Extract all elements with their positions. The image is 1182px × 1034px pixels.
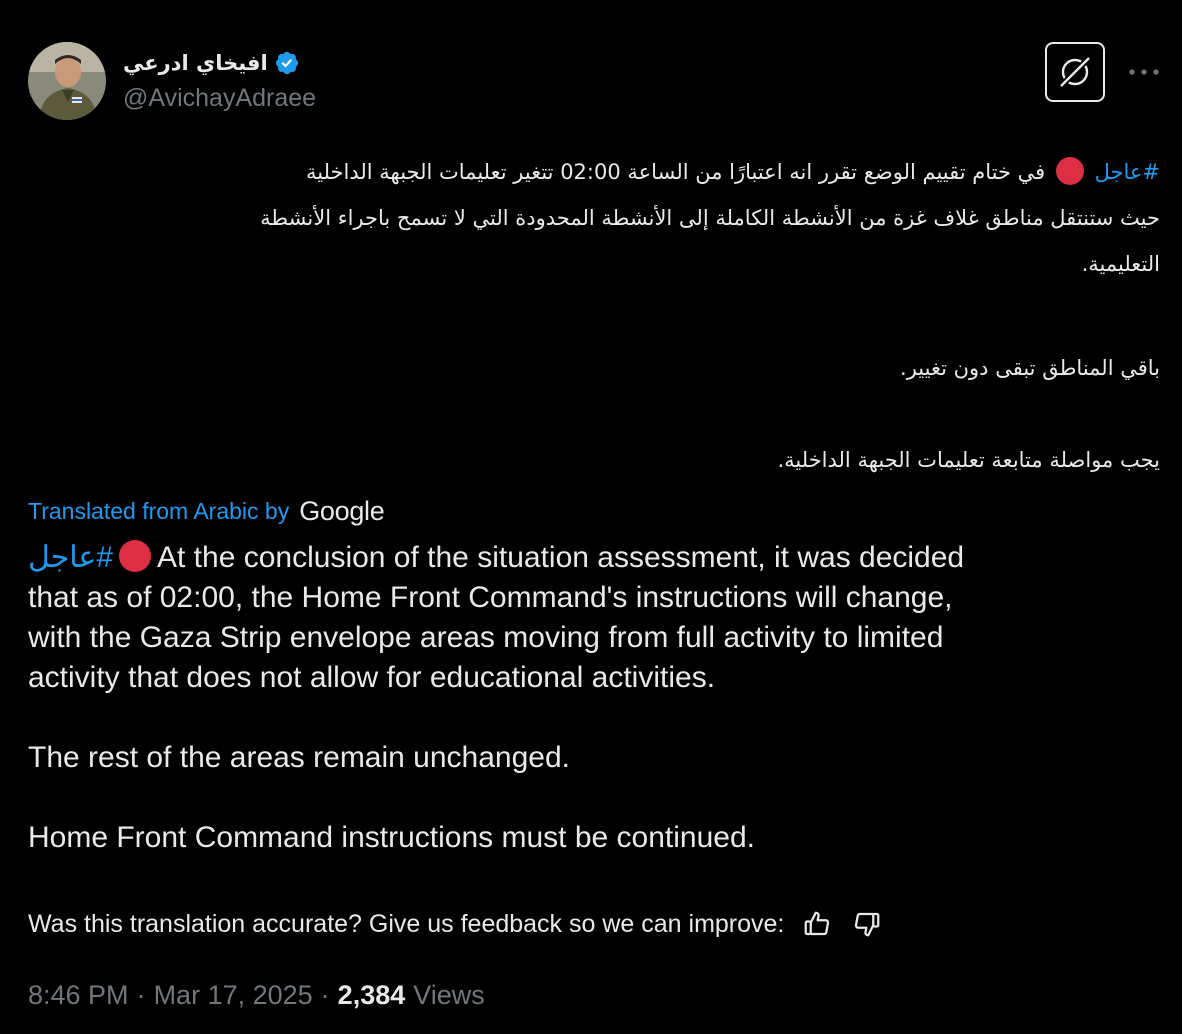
- translation-line-3: with the Gaza Strip envelope areas moving from full activity to limited: [28, 621, 944, 654]
- hashtag-link[interactable]: #عاجل: [1094, 160, 1160, 184]
- author-names: [123, 44, 316, 113]
- display-name[interactable]: افيخاي ادرعي: [123, 51, 268, 75]
- thumbs-up-icon[interactable]: [800, 907, 834, 941]
- original-paragraph-2: باقي المناطق تبقى دون تغيير.: [900, 356, 1160, 380]
- name-row: [123, 44, 316, 82]
- translation-line-4: activity that does not allow for educational activities.: [28, 661, 716, 694]
- translation-line-1-text: At the conclusion of the situation assessment, it was decided: [157, 541, 965, 574]
- translation-paragraph-3: Home Front Command instructions must be continued.: [28, 821, 755, 854]
- avatar[interactable]: [28, 42, 106, 120]
- grok-icon: [1056, 53, 1094, 91]
- meta-separator: ·: [320, 979, 330, 1010]
- google-logo: Google: [299, 495, 385, 526]
- tweet-time[interactable]: 8:46 PM: [28, 979, 129, 1010]
- verified-badge-icon[interactable]: [274, 50, 300, 76]
- original-text-line-2: حيث ستنتقل مناطق غلاف غزة من الأنشطة الكاملة إلى الأنشطة المحدودة التي لا تسمح باجراء الأنشطة: [260, 206, 1160, 230]
- translation-paragraph-2: The rest of the areas remain unchanged.: [28, 741, 570, 774]
- original-text-line-1: [28, 149, 1160, 195]
- grok-button[interactable]: [1045, 42, 1105, 102]
- translation-line-1: [28, 538, 1168, 578]
- translation-attribution: [28, 494, 384, 528]
- tweet-date[interactable]: Mar 17, 2025: [153, 979, 313, 1010]
- views-count[interactable]: 2,384: [337, 979, 406, 1010]
- translation-feedback: [28, 904, 884, 944]
- original-line-1-text: في ختام تقييم الوضع تقرر انه اعتبارًا من الساعة 02:00 تتغير تعليمات الجبهة الداخلية: [305, 160, 1046, 184]
- translated-from-link[interactable]: Translated from Arabic by: [28, 497, 290, 524]
- avatar-image: [28, 42, 106, 120]
- translation-hashtag-link[interactable]: عاجل#: [28, 541, 113, 574]
- tweet-meta: [28, 976, 485, 1014]
- thumbs-down-icon[interactable]: [850, 907, 884, 941]
- feedback-prompt: Was this translation accurate? Give us feedback so we can improve:: [28, 909, 785, 938]
- views-label[interactable]: Views: [413, 979, 485, 1010]
- original-paragraph-3: يجب مواصلة متابعة تعليمات الجبهة الداخلية.: [777, 448, 1160, 472]
- tweet-header: [28, 42, 1160, 120]
- more-options-icon[interactable]: [1124, 54, 1164, 90]
- author-handle[interactable]: @AvichayAdraee: [123, 84, 317, 112]
- red-circle-emoji: [1056, 157, 1084, 185]
- original-text-line-3: التعليمية.: [1081, 252, 1160, 276]
- meta-separator: ·: [136, 979, 146, 1010]
- red-circle-emoji: [119, 540, 151, 572]
- translation-line-2: that as of 02:00, the Home Front Command's instructions will change,: [28, 581, 953, 614]
